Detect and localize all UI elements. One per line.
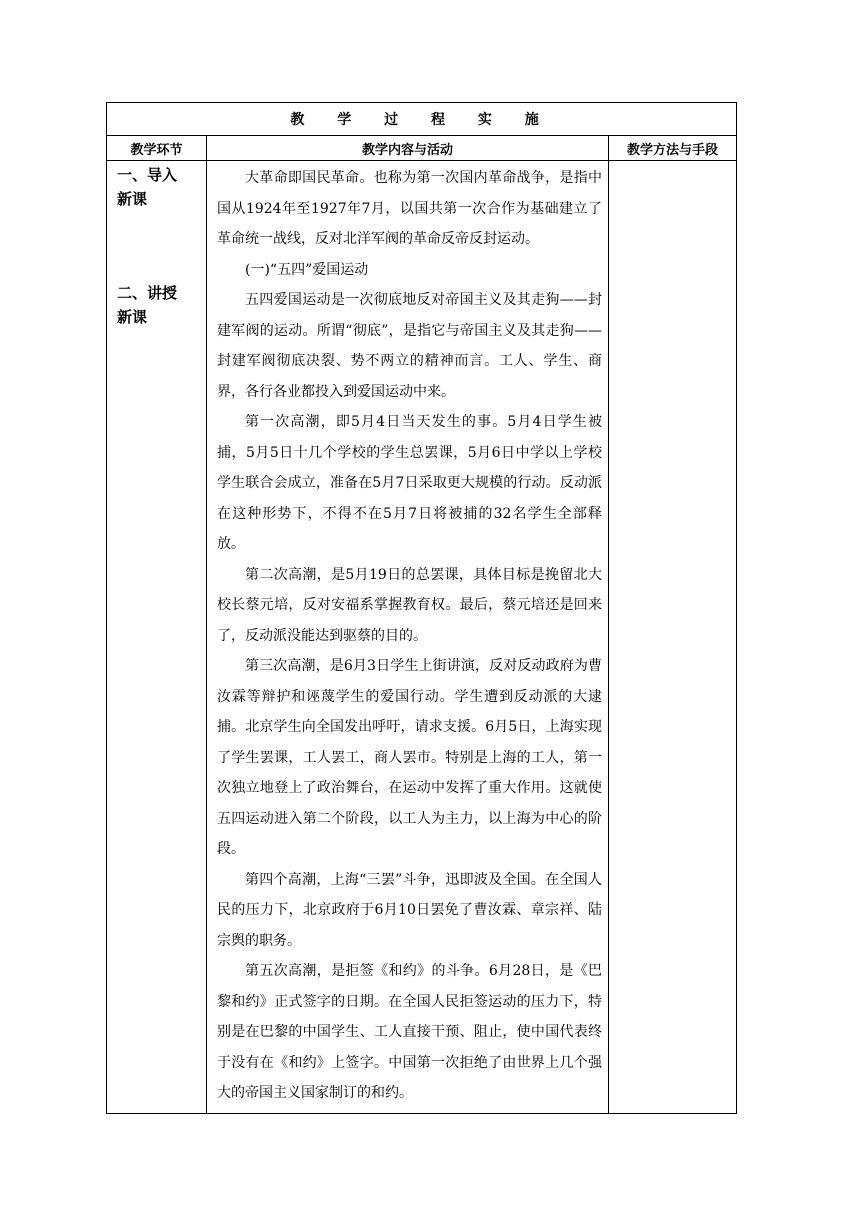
table-header-row (107, 136, 737, 161)
stage-teaching-number-text: 二、讲授 (117, 284, 178, 302)
stage-intro-number (117, 163, 200, 187)
content-column (207, 161, 609, 1114)
stage-teaching-number (117, 281, 200, 305)
table-body-row (107, 161, 737, 1114)
paragraph-second-climax: 第二次高潮，是5月19日的总罢课，具体目标是挽留北大校长蔡元培，反对安福系掌握教育权。最后，蔡元培还是回来了，反动派没能达到驱蔡的目的。 (217, 566, 602, 644)
stage-intro-name: 新课 (117, 190, 148, 208)
paragraph-third-climax: 第三次高潮，是6月3日学生上街讲演，反对反动政府为曹汝霖等辩护和诬蔑学生的爱国行动。学生遭到反动派的大逮捕。北京学生向全国发出呼吁，请求支援。6月5日，上海实现了学生罢课，工人罢工，商人罢市。特别是上海的工人，第一次独立地登上了政治舞台，在运动中发挥了重大作用。这就使五四运动进入第二个阶段，以工人为主力，以上海为中心的阶段。 (217, 658, 602, 857)
header-content: 教学内容与活动 (207, 136, 609, 161)
stage-intro (117, 163, 200, 211)
paragraph-overview: 五四爱国运动是一次彻底地反对帝国主义及其走狗——封建军阀的运动。所谓“彻底”，是指它与帝国主义及其走狗——封建军阀彻底决裂、势不两立的精神而言。工人、学生、商界，各行各业都投入到爱国运动中来。 (217, 292, 602, 400)
header-stage: 教学环节 (107, 136, 207, 161)
table-title: 教 学 过 程 实 施 (107, 103, 737, 136)
header-method: 教学方法与手段 (609, 136, 737, 161)
method-column (609, 161, 737, 1114)
paragraph-fourth-climax: 第四个高潮，上海“三罢”斗争，迅即波及全国。在全国人民的压力下，北京政府于6月10日罢免了曹汝霖、章宗祥、陆宗舆的职务。 (217, 871, 602, 949)
stage-intro-number-text: 一、导入 (117, 166, 178, 184)
table-title-row (107, 103, 737, 136)
paragraph-first-climax: 第一次高潮，即5月4日当天发生的事。5月4日学生被捕，5月5日十几个学校的学生总罢课，5月6日中学以上学校学生联合会成立，准备在5月7日采取更大规模的行动。反动派在这种形势下，不得不在5月7日将被捕的32名学生全部释放。 (217, 414, 602, 552)
paragraph-intro: 大革命即国民革命。也称为第一次国内革命战争，是指中国从1924年至1927年7月，以国共第一次合作为基础建立了革命统一战线，反对北洋军阀的革命反帝反封运动。 (217, 170, 602, 247)
paragraph-fifth-climax: 第五次高潮，是拒签《和约》的斗争。6月28日，是《巴黎和约》正式签字的日期。在全国人民拒签运动的压力下，特别是在巴黎的中国学生、工人直接干预、阻止，使中国代表终于没有在《和约》上签字。中国第一次拒绝了由世界上几个强大的帝国主义国家制订的和约。 (217, 963, 602, 1101)
lesson-plan-table (106, 102, 737, 1114)
stage-column (107, 161, 207, 1114)
stage-teaching-name: 新课 (117, 308, 148, 326)
stage-teaching (117, 281, 200, 329)
section-heading: (一)“五四”爱国运动 (245, 261, 369, 278)
